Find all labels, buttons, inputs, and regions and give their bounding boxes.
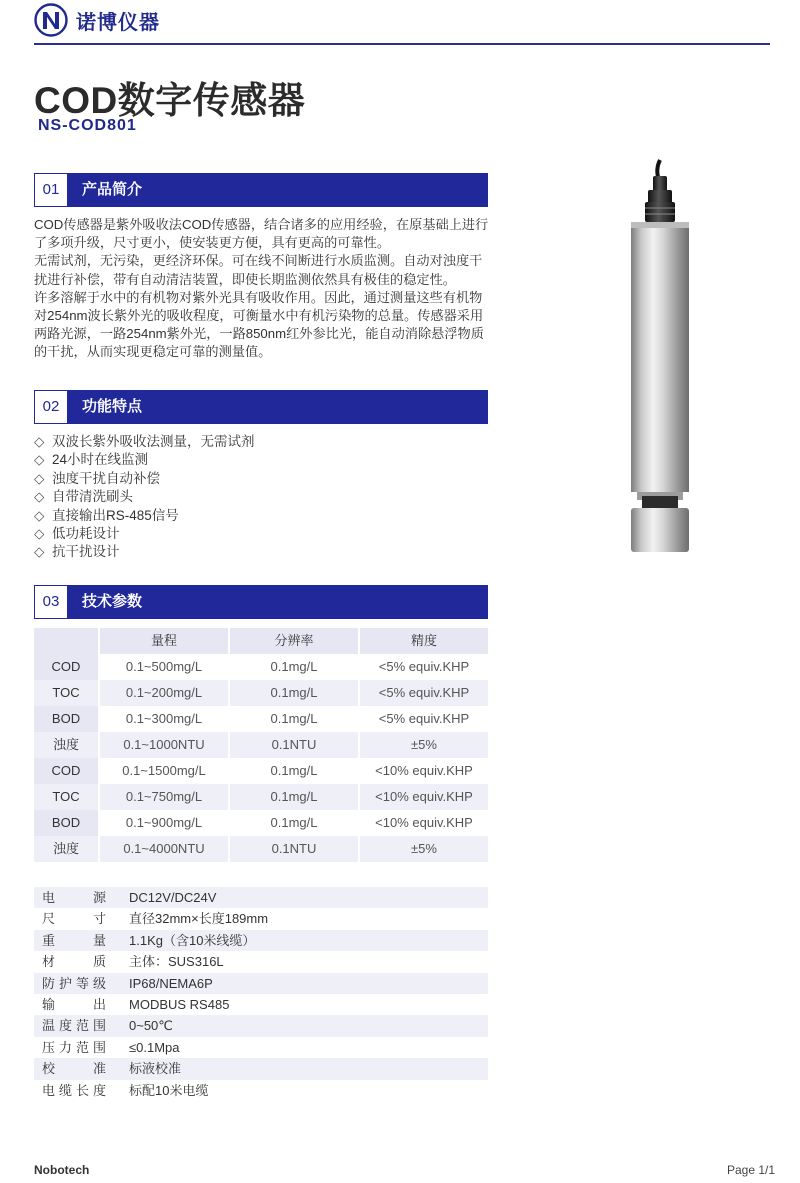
table-cell: 0.1~750mg/L (98, 784, 228, 810)
table-row (34, 758, 488, 784)
spec-table (34, 628, 488, 862)
intro-text (34, 216, 490, 362)
feature-item: ◇ 24小时在线监测 (34, 451, 255, 469)
spec-label: 材 质 (42, 954, 106, 970)
spec-value: MODBUS RS485 (129, 996, 230, 1012)
table-cell: BOD (34, 706, 98, 732)
table-cell: 0.1~1000NTU (98, 732, 228, 758)
table-cell: 0.1~200mg/L (98, 680, 228, 706)
spec-row (34, 1058, 488, 1079)
spec-value: ≤0.1Mpa (129, 1039, 180, 1055)
table-cell: COD (34, 758, 98, 784)
table-row (34, 784, 488, 810)
diamond-bullet-icon: ◇ (34, 544, 45, 560)
spec-list (34, 887, 488, 1101)
spec-label: 尺 寸 (42, 911, 106, 927)
spec-label: 电 源 (42, 890, 106, 905)
feature-item: ◇ 低功耗设计 (34, 525, 255, 543)
table-row (34, 680, 488, 706)
spec-row (34, 973, 488, 994)
table-cell: 0.1NTU (228, 836, 358, 862)
spec-row (34, 908, 488, 929)
table-cell: TOC (34, 784, 98, 810)
brand-logo (34, 3, 68, 37)
spec-value: DC12V/DC24V (129, 890, 217, 905)
page-title: COD数字传感器 (34, 80, 306, 121)
table-header-cell (34, 628, 98, 654)
intro-paragraph: 无需试剂，无污染，更经济环保。可在线不间断进行水质监测。自动对浊度干扰进行补偿，带有自动清洁装置，即使长期监测依然具有极佳的稳定性。 (34, 253, 483, 287)
table-cell: 0.1~300mg/L (98, 706, 228, 732)
section-header-intro (34, 173, 488, 207)
table-cell: 0.1mg/L (228, 654, 358, 680)
spec-row (34, 1015, 488, 1036)
table-cell: <5% equiv.KHP (358, 706, 488, 732)
table-cell: ±5% (358, 836, 488, 862)
spec-value: 直径32mm×长度189mm (129, 911, 269, 927)
feature-item: ◇ 直接输出RS-485信号 (34, 507, 255, 525)
diamond-bullet-icon: ◇ (34, 452, 45, 468)
intro-paragraph: 许多溶解于水中的有机物对紫外光具有吸收作用。因此，通过测量这些有机物对254nm波长紫外光的吸收程度，可衡量水中有机污染物的总量。传感器采用两路光源，一路254nm紫外光，一路850nm红外参比光，能自动消除悬浮物质的干扰，从而实现更稳定可靠的测量值。 (34, 289, 484, 360)
diamond-bullet-icon: ◇ (34, 525, 45, 541)
table-row (34, 810, 488, 836)
table-header-row (34, 628, 488, 654)
spec-label: 校 准 (42, 1061, 106, 1077)
table-header-cell: 分辨率 (228, 628, 358, 654)
table-row (34, 654, 488, 680)
spec-value: 0~50℃ (129, 1018, 173, 1034)
diamond-bullet-icon: ◇ (34, 434, 45, 449)
spec-value: 标液校准 (129, 1061, 182, 1077)
section-label: 技术参数 (82, 593, 143, 610)
table-cell: 0.1mg/L (228, 784, 358, 810)
section-header-specs (34, 585, 488, 619)
table-cell: <5% equiv.KHP (358, 654, 488, 680)
spec-label: 输 出 (42, 996, 106, 1012)
table-cell: <10% equiv.KHP (358, 784, 488, 810)
table-cell: 0.1~500mg/L (98, 654, 228, 680)
table-cell: BOD (34, 810, 98, 836)
table-cell: ±5% (358, 732, 488, 758)
table-cell: 0.1mg/L (228, 706, 358, 732)
table-cell: 浊度 (34, 732, 98, 758)
feature-item: ◇ 自带清洗刷头 (34, 488, 255, 506)
footer-page-number: Page 1/1 (727, 1163, 776, 1177)
feature-item: ◇ 抗干扰设计 (34, 543, 255, 561)
spec-row (34, 1037, 488, 1058)
section-header-features (34, 390, 488, 424)
feature-list (34, 433, 255, 562)
diamond-bullet-icon: ◇ (34, 489, 45, 505)
table-header-cell: 量程 (98, 628, 228, 654)
table-cell: COD (34, 654, 98, 680)
section-number: 01 (34, 173, 68, 207)
table-cell: 0.1~1500mg/L (98, 758, 228, 784)
sensor-product-image (560, 158, 760, 558)
spec-row (34, 994, 488, 1015)
diamond-bullet-icon: ◇ (34, 470, 45, 486)
spec-value: 标配10米电缆 (129, 1082, 209, 1098)
table-cell: 0.1mg/L (228, 680, 358, 706)
spec-row (34, 951, 488, 972)
table-cell: 0.1~4000NTU (98, 836, 228, 862)
header-divider (34, 43, 770, 45)
brand-name: 诺博仪器 (76, 12, 160, 34)
section-label: 产品简介 (82, 181, 143, 198)
spec-row (34, 930, 488, 951)
spec-label: 电 缆 长 度 (42, 1082, 106, 1098)
table-cell: 0.1NTU (228, 732, 358, 758)
spec-label: 重 量 (42, 932, 106, 948)
spec-label: 温 度 范 围 (42, 1018, 106, 1034)
spec-row (34, 887, 488, 908)
spec-row (34, 1080, 488, 1101)
model-number: NS-COD801 (38, 117, 137, 134)
spec-label: 压 力 范 围 (42, 1039, 106, 1055)
section-number: 03 (34, 585, 68, 619)
feature-item: ◇ 双波长紫外吸收法测量，无需试剂 (34, 433, 255, 451)
spec-value: 1.1Kg（含10米线缆） (129, 932, 256, 948)
table-cell: <10% equiv.KHP (358, 758, 488, 784)
table-cell: 0.1mg/L (228, 810, 358, 836)
table-row (34, 836, 488, 862)
section-number: 02 (34, 390, 68, 424)
feature-item: ◇ 浊度干扰自动补偿 (34, 470, 255, 488)
footer-company: Nobotech (34, 1163, 90, 1177)
table-cell: <10% equiv.KHP (358, 810, 488, 836)
table-cell: 浊度 (34, 836, 98, 862)
diamond-bullet-icon: ◇ (34, 507, 45, 523)
intro-paragraph: COD传感器是紫外吸收法COD传感器，结合诸多的应用经验，在原基础上进行了多项升级，尺寸更小，使安装更方便，具有更高的可靠性。 (34, 217, 489, 251)
table-cell: 0.1~900mg/L (98, 810, 228, 836)
section-label: 功能特点 (82, 398, 143, 415)
table-row (34, 732, 488, 758)
spec-value: IP68/NEMA6P (129, 975, 213, 991)
table-header-cell: 精度 (358, 628, 488, 654)
table-row (34, 706, 488, 732)
spec-value: 主体：SUS316L (129, 954, 224, 970)
spec-label: 防 护 等 级 (42, 975, 106, 991)
table-cell: <5% equiv.KHP (358, 680, 488, 706)
table-cell: TOC (34, 680, 98, 706)
table-cell: 0.1mg/L (228, 758, 358, 784)
